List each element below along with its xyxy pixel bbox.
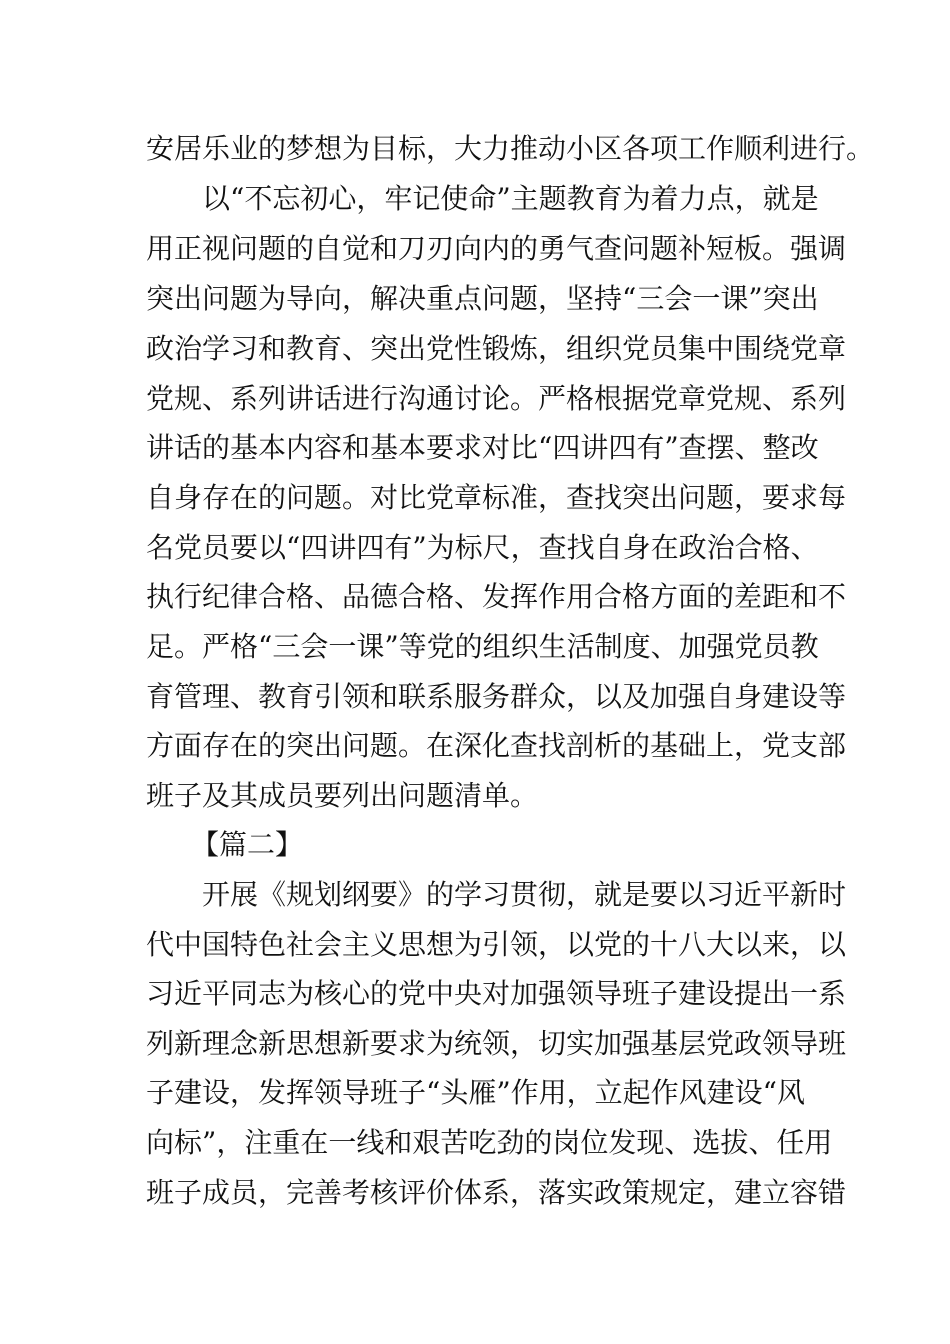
- text-line-8: 自身存在的问题。对比党章标准，查找突出问题，要求每: [146, 481, 847, 514]
- text-line-22: 班子成员，完善考核评价体系，落实政策规定，建立容错: [146, 1176, 847, 1209]
- text-line-18: 习近平同志为核心的党中央对加强领导班子建设提出一系: [146, 977, 847, 1010]
- text-line-11: 足。严格“三会一课”等党的组织生活制度、加强党员教: [146, 630, 819, 663]
- text-line-16: 开展《规划纲要》的学习贯彻，就是要以习近平新时: [202, 878, 847, 911]
- text-line-5: 政治学习和教育、突出党性锻炼，组织党员集中围绕党章: [146, 332, 847, 365]
- text-line-3: 用正视问题的自觉和刀刃向内的勇气查问题补短板。强调: [146, 232, 847, 265]
- text-line-12: 育管理、教育引领和联系服务群众，以及加强自身建设等: [146, 680, 847, 713]
- text-line-19: 列新理念新思想新要求为统领，切实加强基层党政领导班: [146, 1027, 847, 1060]
- text-line-7: 讲话的基本内容和基本要求对比“四讲四有”查摆、整改: [146, 431, 819, 464]
- text-line-17: 代中国特色社会主义思想为引领，以党的十八大以来，以: [146, 928, 847, 961]
- text-line-21: 向标”，注重在一线和艰苦吃劲的岗位发现、选拔、任用: [146, 1126, 833, 1159]
- text-line-9: 名党员要以“四讲四有”为标尺，查找自身在政治合格、: [146, 531, 819, 564]
- text-line-4: 突出问题为导向，解决重点问题，坚持“三会一课”突出: [146, 282, 819, 315]
- text-line-13: 方面存在的突出问题。在深化查找剖析的基础上，党支部: [146, 729, 847, 762]
- text-line-10: 执行纪律合格、品德合格、发挥作用合格方面的差距和不: [146, 580, 847, 613]
- text-line-2: 以“不忘初心，牢记使命”主题教育为着力点，就是: [202, 182, 819, 215]
- section-heading: 【篇二】: [191, 828, 304, 861]
- text-line-1: 安居乐业的梦想为目标，大力推动小区各项工作顺利进行。: [146, 132, 875, 165]
- text-line-14: 班子及其成员要列出问题清单。: [146, 779, 539, 812]
- text-line-20: 子建设，发挥领导班子“头雁”作用，立起作风建设“风: [146, 1076, 805, 1109]
- text-line-6: 党规、系列讲话进行沟通讨论。严格根据党章党规、系列: [146, 382, 847, 415]
